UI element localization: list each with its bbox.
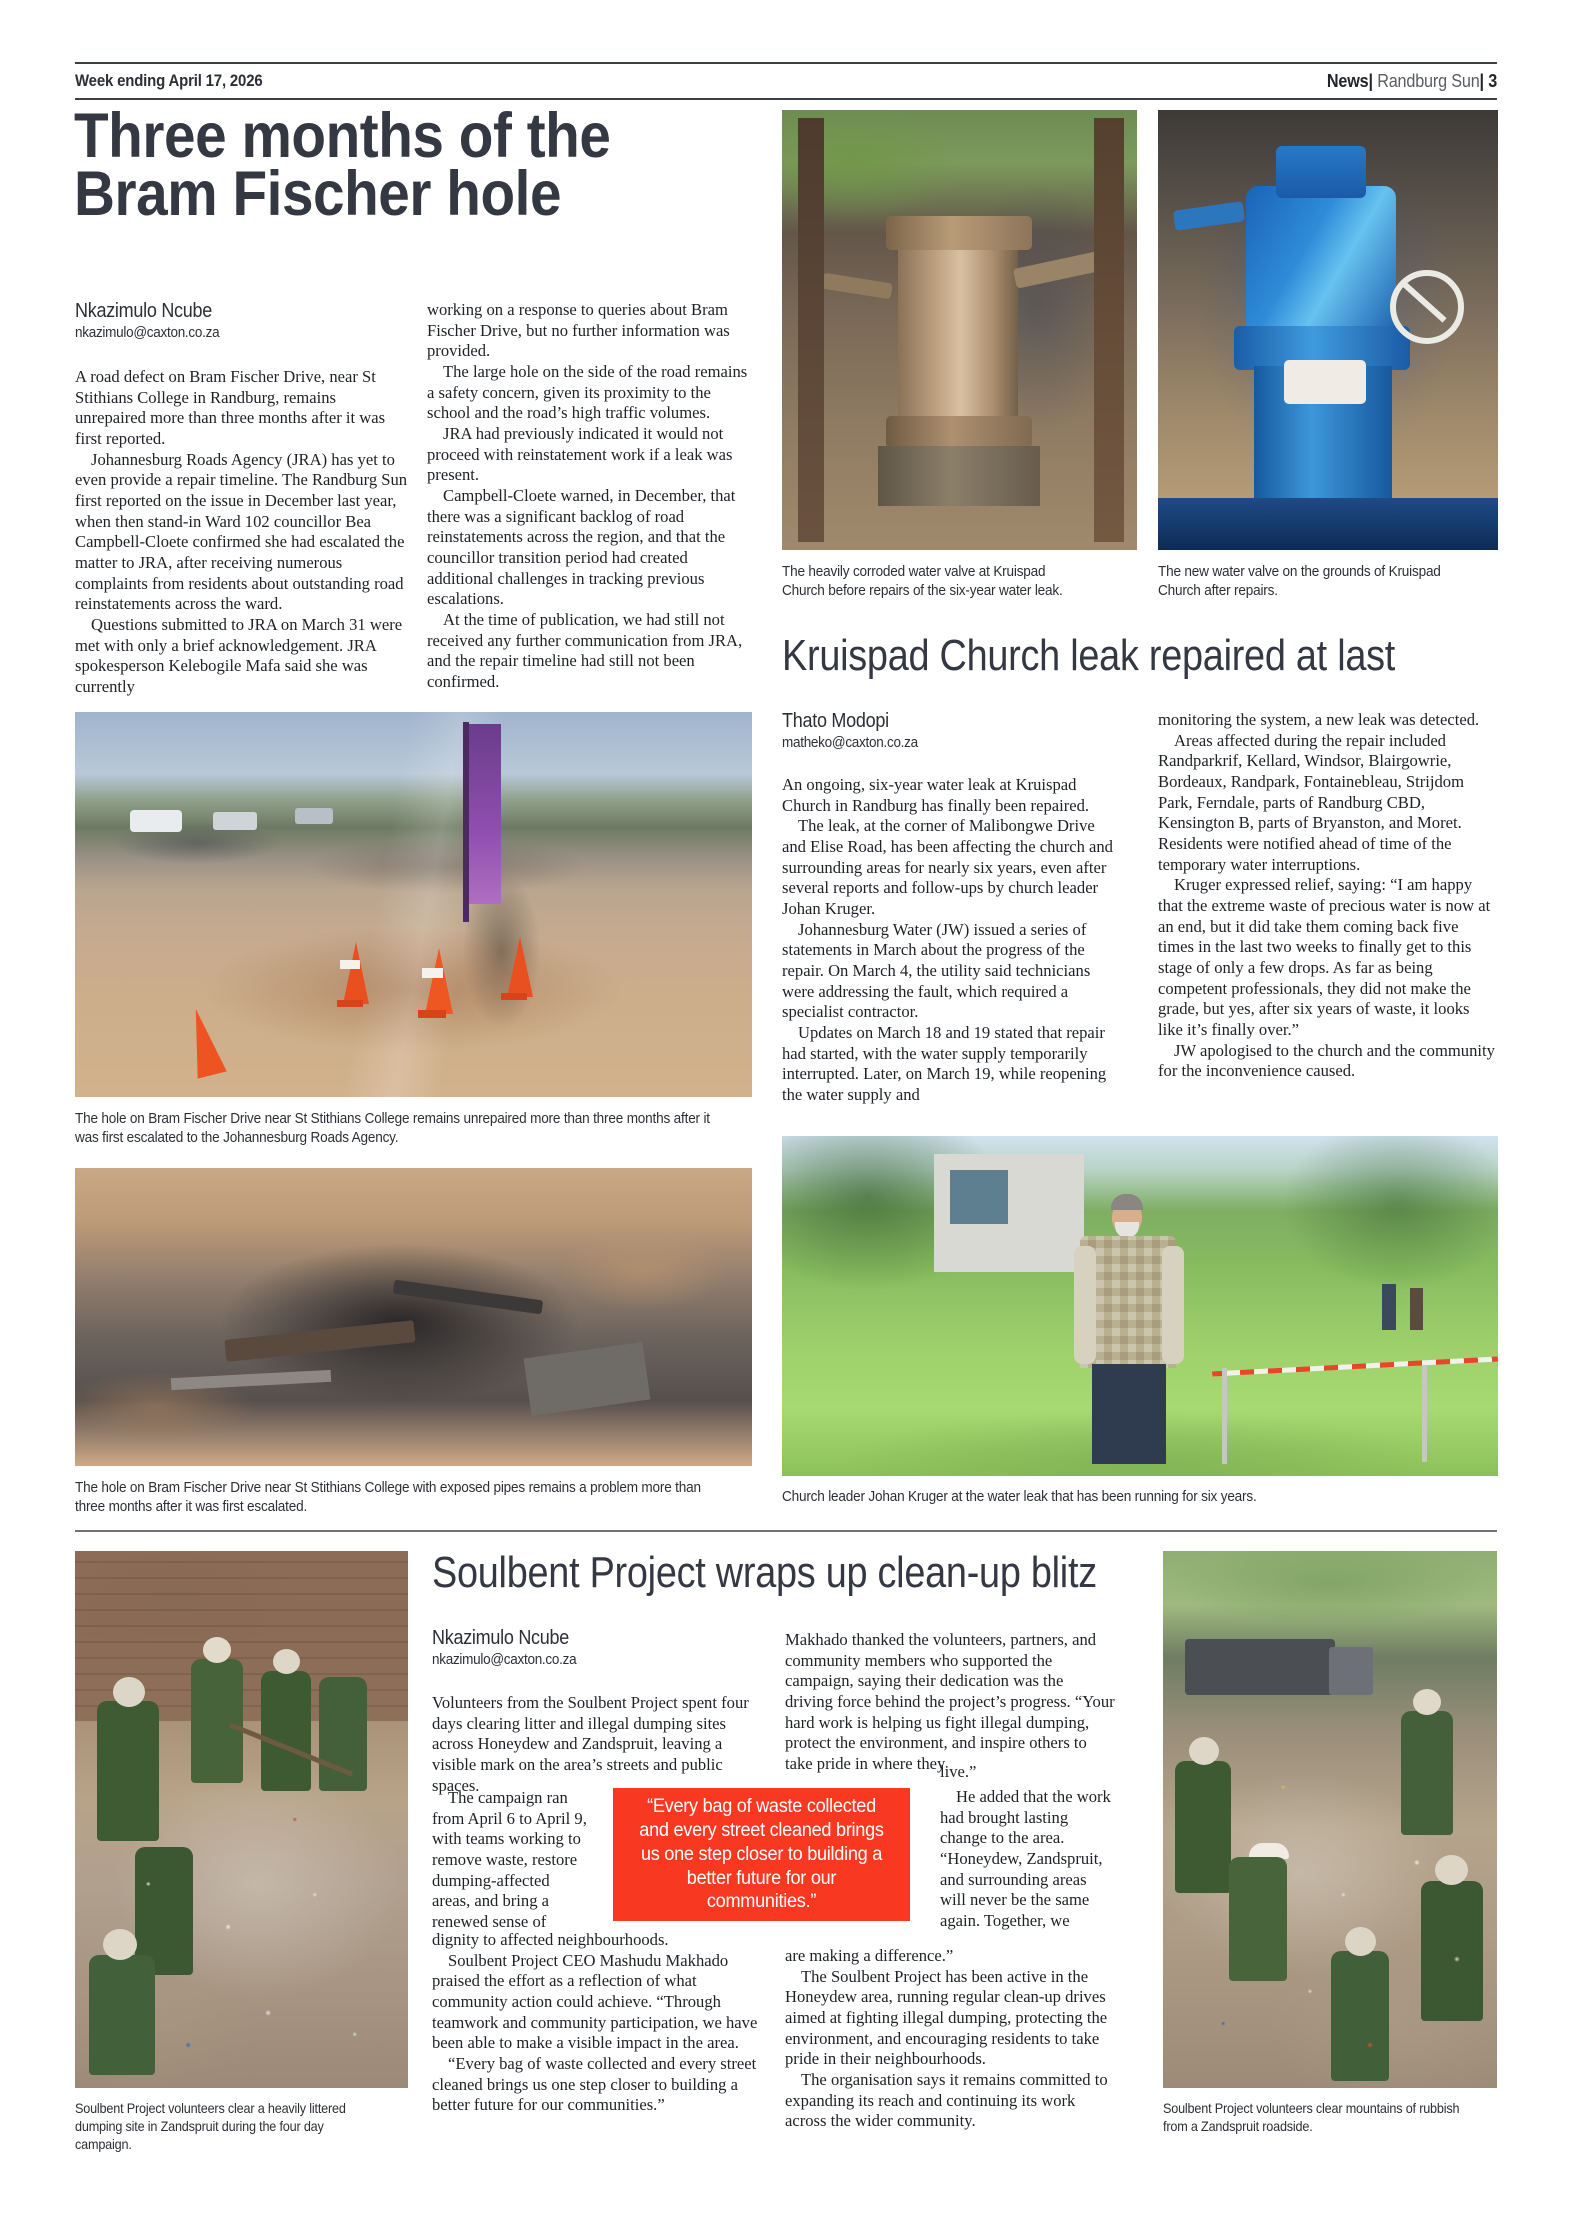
soulbent-column-1-wrap: The campaign ran from April 6 to April 9, with teams working to remove waste, restore dumping-affected areas, and bring a renewed sense of (432, 1788, 587, 1931)
paragraph: Soulbent Project CEO Mashudu Makhado praised the effort as a reflection of what community action could achieve. “Through teamwork and community participation, we have been able to make a visible impact in the area. (432, 1950, 758, 2053)
soulbent-left-photo (75, 1551, 408, 2088)
kruispad-column-1 (782, 775, 1120, 1106)
soulbent-column-2-wrap-a: live.” (940, 1762, 977, 1781)
section-divider (75, 1530, 1497, 1532)
paragraph: The large hole on the side of the road remains a safety concern, given its proximity to the school and the road’s high traffic volumes. (427, 361, 748, 423)
paragraph: Kruger expressed relief, saying: “I am happy that the extreme waste of precious water is now at an end, but it did take them coming back five times in the last two weeks to finally get to this stage of only a few drops. As far as being competent professionals, they did not make the grade, but yes, after six years of waste, it looks like it’s finally over.” (1158, 875, 1491, 1039)
soulbent-pullquote (613, 1788, 910, 1921)
paragraph: The leak, at the corner of Malibongwe Drive and Elise Road, has been affecting the church and surrounding areas for nearly six years, even after several reports and follow-ups by church leader Johan Kruger. (782, 816, 1113, 918)
paragraph: working on a response to queries about Bram Fischer Drive, but no further information was provided. (427, 300, 730, 361)
kruispad-kruger-caption: Church leader Johan Kruger at the water leak that has been running for six years. (782, 1489, 1257, 1505)
soulbent-byline-name: Nkazimulo Ncube (432, 1627, 570, 1649)
paragraph: Campbell-Cloete warned, in December, that there was a significant backlog of road reinstatements across the region, and that the councillor transition period had created additional challenges in tracking previous escalations. (427, 485, 736, 609)
bram-column-2 (427, 300, 749, 692)
page-number: 3 (1488, 70, 1497, 91)
paragraph: JRA had previously indicated it would not proceed with reinstatement work if a leak was present. (427, 423, 733, 485)
paragraph: A road defect on Bram Fischer Drive, near St Stithians College in Randburg, remains unrepaired more than three months after it was first reported. (75, 367, 386, 448)
bram-road-photo (75, 712, 752, 1097)
soulbent-column-2-wrap-b: He added that the work had brought lasting change to the area. “Honeydew, Zandspruit, and surrounding areas will never be the same again. Together, we (940, 1787, 1111, 1930)
kruispad-byline (782, 710, 1112, 751)
soulbent-column-1-rest (432, 1930, 762, 2116)
bram-headline (74, 101, 668, 229)
bram-headline-line2: Bram Fischer hole (74, 158, 562, 229)
kruispad-new-valve-photo (1158, 110, 1498, 550)
paragraph: The Soulbent Project has been active in the Honeydew area, running regular clean-up drives aimed at fighting illegal dumping, protecting the environment, and encouraging residents to take pride in their neighbourhoods. (785, 1966, 1108, 2069)
bram-pipes-photo (75, 1168, 752, 1466)
paragraph: Questions submitted to JRA on March 31 were met with only a brief acknowledgement. JRA spokesperson Kelebogile Mafa said she was currently (75, 614, 403, 696)
paragraph: The organisation says it remains committed to expanding its reach and continuing its work across the wider community. (785, 2069, 1108, 2131)
bram-byline (75, 300, 405, 341)
paragraph: Areas affected during the repair included Randparkrif, Kellard, Windsor, Blairgowrie, Bordeaux, Randpark, Fontainebleau, Strijdom Park, Ferndale, parts of Randburg CBD, Kensington B, parts of Bryanston, and Moret. Residents were notified ahead of time of the temporary water interruptions. (1158, 730, 1465, 874)
soulbent-pullquote-text: “Every bag of waste collected and every street cleaned brings us one step closer to building a better future for our communities.” (639, 1794, 884, 1913)
soulbent-byline (432, 1627, 762, 1668)
kruispad-column-2 (1158, 710, 1498, 1082)
bram-byline-name: Nkazimulo Ncube (75, 300, 213, 322)
paragraph: monitoring the system, a new leak was detected. (1158, 710, 1480, 729)
paragraph: Makhado thanked the volunteers, partners, and community members who supported the campaign, saying their dedication was the driving force behind the project’s progress. “Your hard work is helping us fight illegal dumping, protect the environment, and inspire others to take pride in where they (785, 1630, 1115, 1773)
separator-1: | (1368, 70, 1373, 91)
bram-byline-email: nkazimulo@caxton.co.za (75, 324, 220, 341)
paragraph: Johannesburg Roads Agency (JRA) has yet to even provide a repair timeline. The Randburg Sun first reported on the issue in December last year, when then stand-in Ward 102 councillor Bea Campbell-Cloete confirmed she had escalated the matter to JRA, after receiving numerous complaints from residents about outstanding road reinstatements across the ward. (75, 449, 408, 614)
kruispad-byline-name: Thato Modopi (782, 710, 889, 732)
soulbent-right-photo (1163, 1551, 1497, 2088)
running-head (75, 62, 1497, 100)
kruispad-old-valve-caption: The heavily corroded water valve at Kruispad Church before repairs of the six-year water leak. (782, 564, 1063, 599)
soulbent-left-caption: Soulbent Project volunteers clear a heavily littered dumping site in Zandspruit during the four day campaign. (75, 2101, 346, 2152)
soulbent-column-2-rest (785, 1946, 1115, 2132)
soulbent-byline-email: nkazimulo@caxton.co.za (432, 1651, 577, 1668)
section-page-indicator (1327, 71, 1497, 92)
bram-road-caption: The hole on Bram Fischer Drive near St Stithians College remains unrepaired more than three months after it was first escalated to the Johannesburg Roads Agency. (75, 1111, 710, 1146)
bram-pipes-caption: The hole on Bram Fischer Drive near St Stithians College with exposed pipes remains a problem more than three months after it was first escalated. (75, 1480, 701, 1515)
paragraph: Updates on March 18 and 19 stated that repair had started, with the water supply temporarily interrupted. Later, on March 19, while reopening the water supply and (782, 1022, 1107, 1104)
kruispad-headline: Kruispad Church leak repaired at last (782, 631, 1396, 680)
soulbent-column-1-top (432, 1693, 762, 1796)
paragraph: JW apologised to the church and the community for the inconvenience caused. (1158, 1040, 1495, 1081)
issue-date: Week ending April 17, 2026 (75, 71, 263, 90)
paragraph: “Every bag of waste collected and every street cleaned brings us one step closer to building a better future for our communities.” (432, 2053, 757, 2115)
publication-name: Randburg Sun (1377, 70, 1480, 91)
paragraph: dignity to affected neighbourhoods. (432, 1930, 669, 1949)
kruispad-old-valve-photo (782, 110, 1137, 550)
kruispad-kruger-photo (782, 1136, 1498, 1476)
paragraph: An ongoing, six-year water leak at Kruispad Church in Randburg has finally been repaired. (782, 775, 1090, 815)
soulbent-right-caption: Soulbent Project volunteers clear mountains of rubbish from a Zandspruit roadside. (1163, 2101, 1460, 2134)
paragraph: Volunteers from the Soulbent Project spent four days clearing litter and illegal dumping sites across Honeydew and Zandspruit, leaving a visible mark on the area’s streets and public spaces. (432, 1693, 749, 1795)
soulbent-headline: Soulbent Project wraps up clean-up blitz (432, 1548, 1097, 1597)
kruispad-byline-email: matheko@caxton.co.za (782, 734, 918, 751)
kruispad-new-valve-caption: The new water valve on the grounds of Kruispad Church after repairs. (1158, 564, 1441, 599)
bram-headline-line1: Three months of the (74, 101, 611, 171)
paragraph: are making a difference.” (785, 1946, 954, 1965)
bram-column-1 (75, 367, 411, 698)
paragraph: Johannesburg Water (JW) issued a series of statements in March about the progress of the repair. On March 4, the utility said technicians were addressing the fault, which required a specialist contractor. (782, 919, 1091, 1022)
paragraph: At the time of publication, we had still not received any further communication from JRA, and the repair timeline had still not been confirmed. (427, 609, 743, 691)
separator-2: | (1479, 70, 1484, 91)
soulbent-column-2-top (785, 1630, 1115, 1775)
section-label: News (1326, 70, 1369, 91)
